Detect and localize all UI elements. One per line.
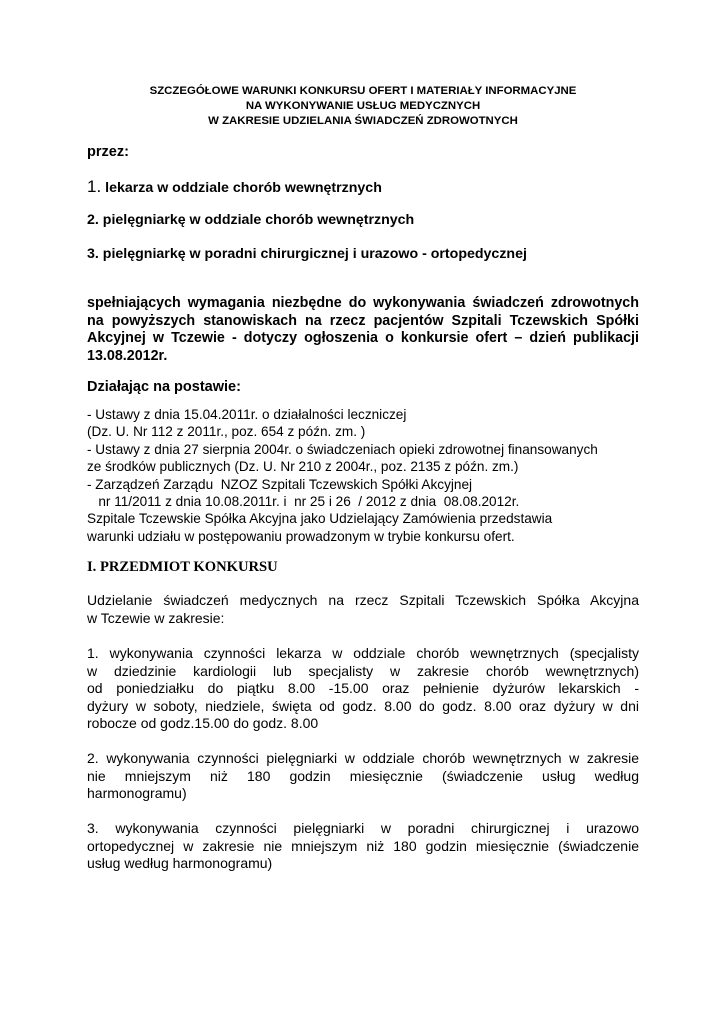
legal-line: ze środków publicznych (Dz. U. Nr 210 z 2004r., poz. 2135 z późn. zm.) [87,459,519,475]
role-item-2 [87,212,414,228]
role-text: pielęgniarkę w oddziale chorób wewnętrznych [102,212,415,228]
item-2-line: 2. wykonywania czynności pielęgniarki w oddziale chorób wewnętrznych w zakresie [87,750,639,766]
document-title [87,84,639,129]
item-1-line: dyżury w soboty, niedziele, święta od godz. 8.00 do godz. 8.00 oraz dyżury w dni [87,697,639,714]
przez-label: przez: [87,144,129,160]
document-page [87,84,639,872]
intro-line: Udzielanie świadczeń medycznych na rzecz Szpitali Tczewskich Spółka Akcyjna [87,592,639,608]
item-2-line: nie mniejszym niż 180 godzin miesięcznie (świadczenie usług według [87,767,639,784]
title-line-3: W ZAKRESIE UDZIELANIA ŚWIADCZEŃ ZDROWOTNYCH [208,115,518,127]
legal-line: warunki udziału w postępowaniu prowadzonym w trybie konkursu ofert. [87,528,515,544]
legal-line: - Ustawy z dnia 15.04.2011r. o działalności leczniczej [87,407,407,422]
legal-line: (Dz. U. Nr 112 z 2011r., poz. 654 z późn. zm. ) [87,424,366,440]
item-1-line: od poniedziałku do piątku 8.00 -15.00 oraz pełnienie dyżurów lekarskich - [87,680,639,697]
legal-line: - Ustawy z dnia 27 sierpnia 2004r. o świadczeniach opieki zdrowotnej finansowanych [87,441,598,457]
item-1-line: 1. wykonywania czynności lekarza w oddziale chorób wewnętrznych (specjalisty [87,645,639,661]
title-line-1: SZCZEGÓŁOWE WARUNKI KONKURSU OFERT I MATERIAŁY INFORMACYJNE [149,85,577,97]
role-text: lekarza w oddziale chorób wewnętrznych [105,180,382,196]
item-3-line: ortopedycznej w zakresie nie mniejszym niż 180 godzin miesięcznie (świadczenie [87,837,639,854]
item-1-line: w dziedzinie kardiologii lub specjalisty w zakresie chorób wewnętrznych) [87,662,639,679]
legal-basis-list [87,406,647,545]
role-item-1 [87,177,382,197]
item-1-paragraph [87,645,639,733]
section-heading: I. PRZEDMIOT KONKURSU [87,559,278,575]
item-2-paragraph [87,750,639,803]
requirements-paragraph: spełniających wymagania niezbędne do wykonywania świadczeń zdrowotnych na powyższych stanowiskach na rzecz pacjentów Szpitali Tczewskich Spółki Akcyjnej w Tczewie - dotyczy ogłoszenia o konkursie ofert – dzień publikacji 13.08.2012r. [87,295,639,364]
intro-paragraph [87,592,639,627]
item-2-line: harmonogramu) [87,785,187,802]
item-1-line: robocze od godz.15.00 do godz. 8.00 [87,715,319,732]
legal-basis-heading: Działając na postawie: [87,379,241,395]
item-3-line: usług według harmonogramu) [87,855,273,872]
role-item-3 [87,246,527,262]
role-number: 1. [87,177,102,196]
legal-line: nr 11/2011 z dnia 10.08.2011r. i nr 25 i 26 / 2012 z dnia 08.08.2012r. [87,494,520,510]
title-line-2: NA WYKONYWANIE USŁUG MEDYCZNYCH [245,100,481,112]
role-text: pielęgniarkę w poradni chirurgicznej i urazowo - ortopedycznej [102,246,527,262]
legal-line: Szpitale Tczewskie Spółka Akcyjna jako Udzielający Zamówienia przedstawia [87,511,553,527]
role-number: 3. [87,246,99,262]
item-3-paragraph [87,820,639,873]
legal-line: - Zarządzeń Zarządu NZOZ Szpitali Tczewskich Spółki Akcyjnej [87,476,473,492]
item-3-line: 3. wykonywania czynności pielęgniarki w poradni chirurgicznej i urazowo [87,820,639,836]
intro-line: w Tczewie w zakresie: [87,609,225,626]
role-number: 2. [87,212,99,228]
